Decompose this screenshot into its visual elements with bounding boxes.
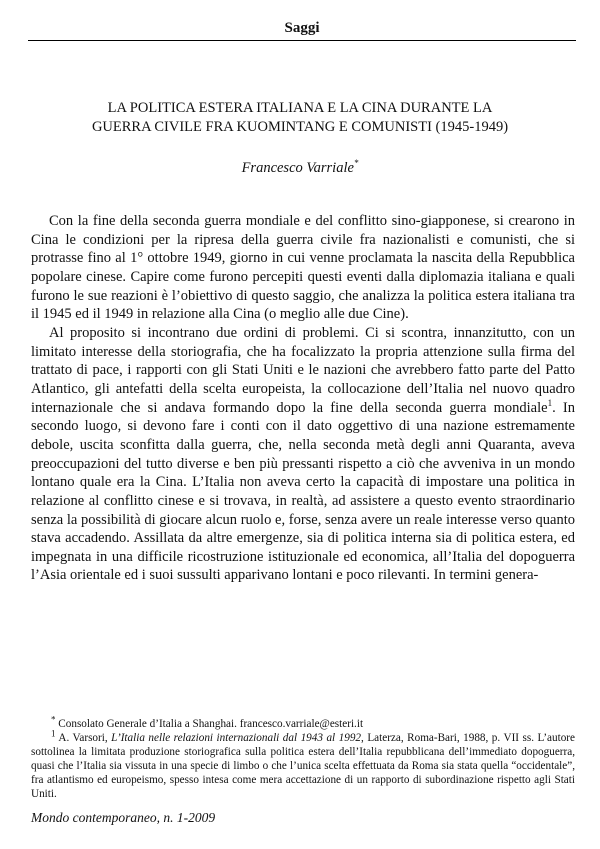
paragraph	[31, 324, 575, 585]
footnote-text: , Laterza, Roma-Bari, 1988, p. VII ss. L’autore sottolinea la limitata produzione storiografica sulla politica estera dell’Italia repubblicana dell’immediato dopoguerra, quasi che l’Italia sia vissuta in una specie di limbo o che l’unica scelta effettuata da Roma sia stata quella “occidentale”, fra atlantismo ed europeismo, spesso intesa come mera accettazione di un rapporto di subordinazione rispetto agli Stati Uniti.	[31, 732, 576, 800]
footnote-star	[31, 714, 575, 731]
author-footnote-mark: *	[353, 158, 359, 169]
footnote-ref: 1	[547, 397, 553, 408]
title-line-1: LA POLITICA ESTERA ITALIANA E LA CINA DURANTE LA	[107, 100, 493, 116]
footnote-mark: 1	[51, 728, 56, 739]
footnote-book-title: L’Italia nelle relazioni internazionali dal 1943 al 1992	[111, 732, 362, 744]
author-name: Francesco Varriale	[241, 160, 354, 176]
title-line-2: GUERRA CIVILE FRA KUOMINTANG E COMUNISTI (1945-1949)	[91, 119, 509, 135]
footnote-text: Consolato Generale d’Italia a Shanghai. francesco.varriale@esteri.it	[55, 718, 364, 730]
footnotes	[31, 714, 576, 801]
header-rule	[28, 40, 576, 41]
paragraph-text: Al proposito si incontrano due ordini di problemi. Ci si scontra, innanzitutto, con un limitato interesse della storiografia, che ha focalizzato la propria attenzione sulla firma del trattato di pace, i rapporti con gli Stati Uniti e le nazioni che avrebbero fatto parte del Patto Atlantico, gli antefatti della scelta europeista, la collocazione dell’Italia nel nuovo quadro internazionale che si andava formando dopo la fine della seconda guerra mondiale	[31, 324, 575, 416]
author-line	[0, 159, 600, 177]
paragraph: Con la fine della seconda guerra mondiale e del conflitto sino-giapponese, si crearono in Cina le condizioni per la ripresa della guerra civile fra nazionalisti e comunisti, che si protrasse fino al 1° ottobre 1949, giorno in cui venne proclamata la nascita della Repubblica popolare cinese. Capire come furono percepiti questi eventi dalla diplomazia italiana e quali furono le sue reazioni è l’obiettivo di questo saggio, che analizza la politica estera italiana tra il 1945 ed il 1949 in relazione alla Cina (o meglio alle due Cine).	[31, 213, 575, 323]
article-title	[40, 99, 560, 137]
footnote-1	[31, 728, 576, 801]
footnote-mark: *	[51, 714, 56, 725]
article-body	[31, 212, 575, 585]
journal-footer: Mondo contemporaneo, n. 1-2009	[31, 810, 216, 825]
paragraph-text: . In secondo luogo, si devono fare i conti con il dato oggettivo di una nazione estremamente debole, uscita sconfitta dalla guerra, che, nella seconda metà degli anni Quaranta, aveva preoccupazioni del tutto diverse e ben più pressanti rispetto a ciò che avveniva in un mondo lontano quale era la Cina. L’Italia non aveva certo la capacità di impostare una politica in relazione al conflitto cinese e si trovava, in realtà, ad assistere a questo evento straordinario senza la possibilità di giocare alcun ruolo e, forse, senza avere un reale interesse verso quanto stava accadendo. Assillata da altre emergenze, sia di politica interna sia di politica estera, ed impegnata in una difficile ricostruzione istituzionale ed economica, all’Italia del dopoguerra l’Asia orientale ed i suoi sussulti apparivano lontani e poco rilevanti. In termini genera-	[31, 399, 575, 584]
section-header: Saggi	[284, 20, 320, 36]
footnote-text: A. Varsori,	[55, 732, 112, 744]
